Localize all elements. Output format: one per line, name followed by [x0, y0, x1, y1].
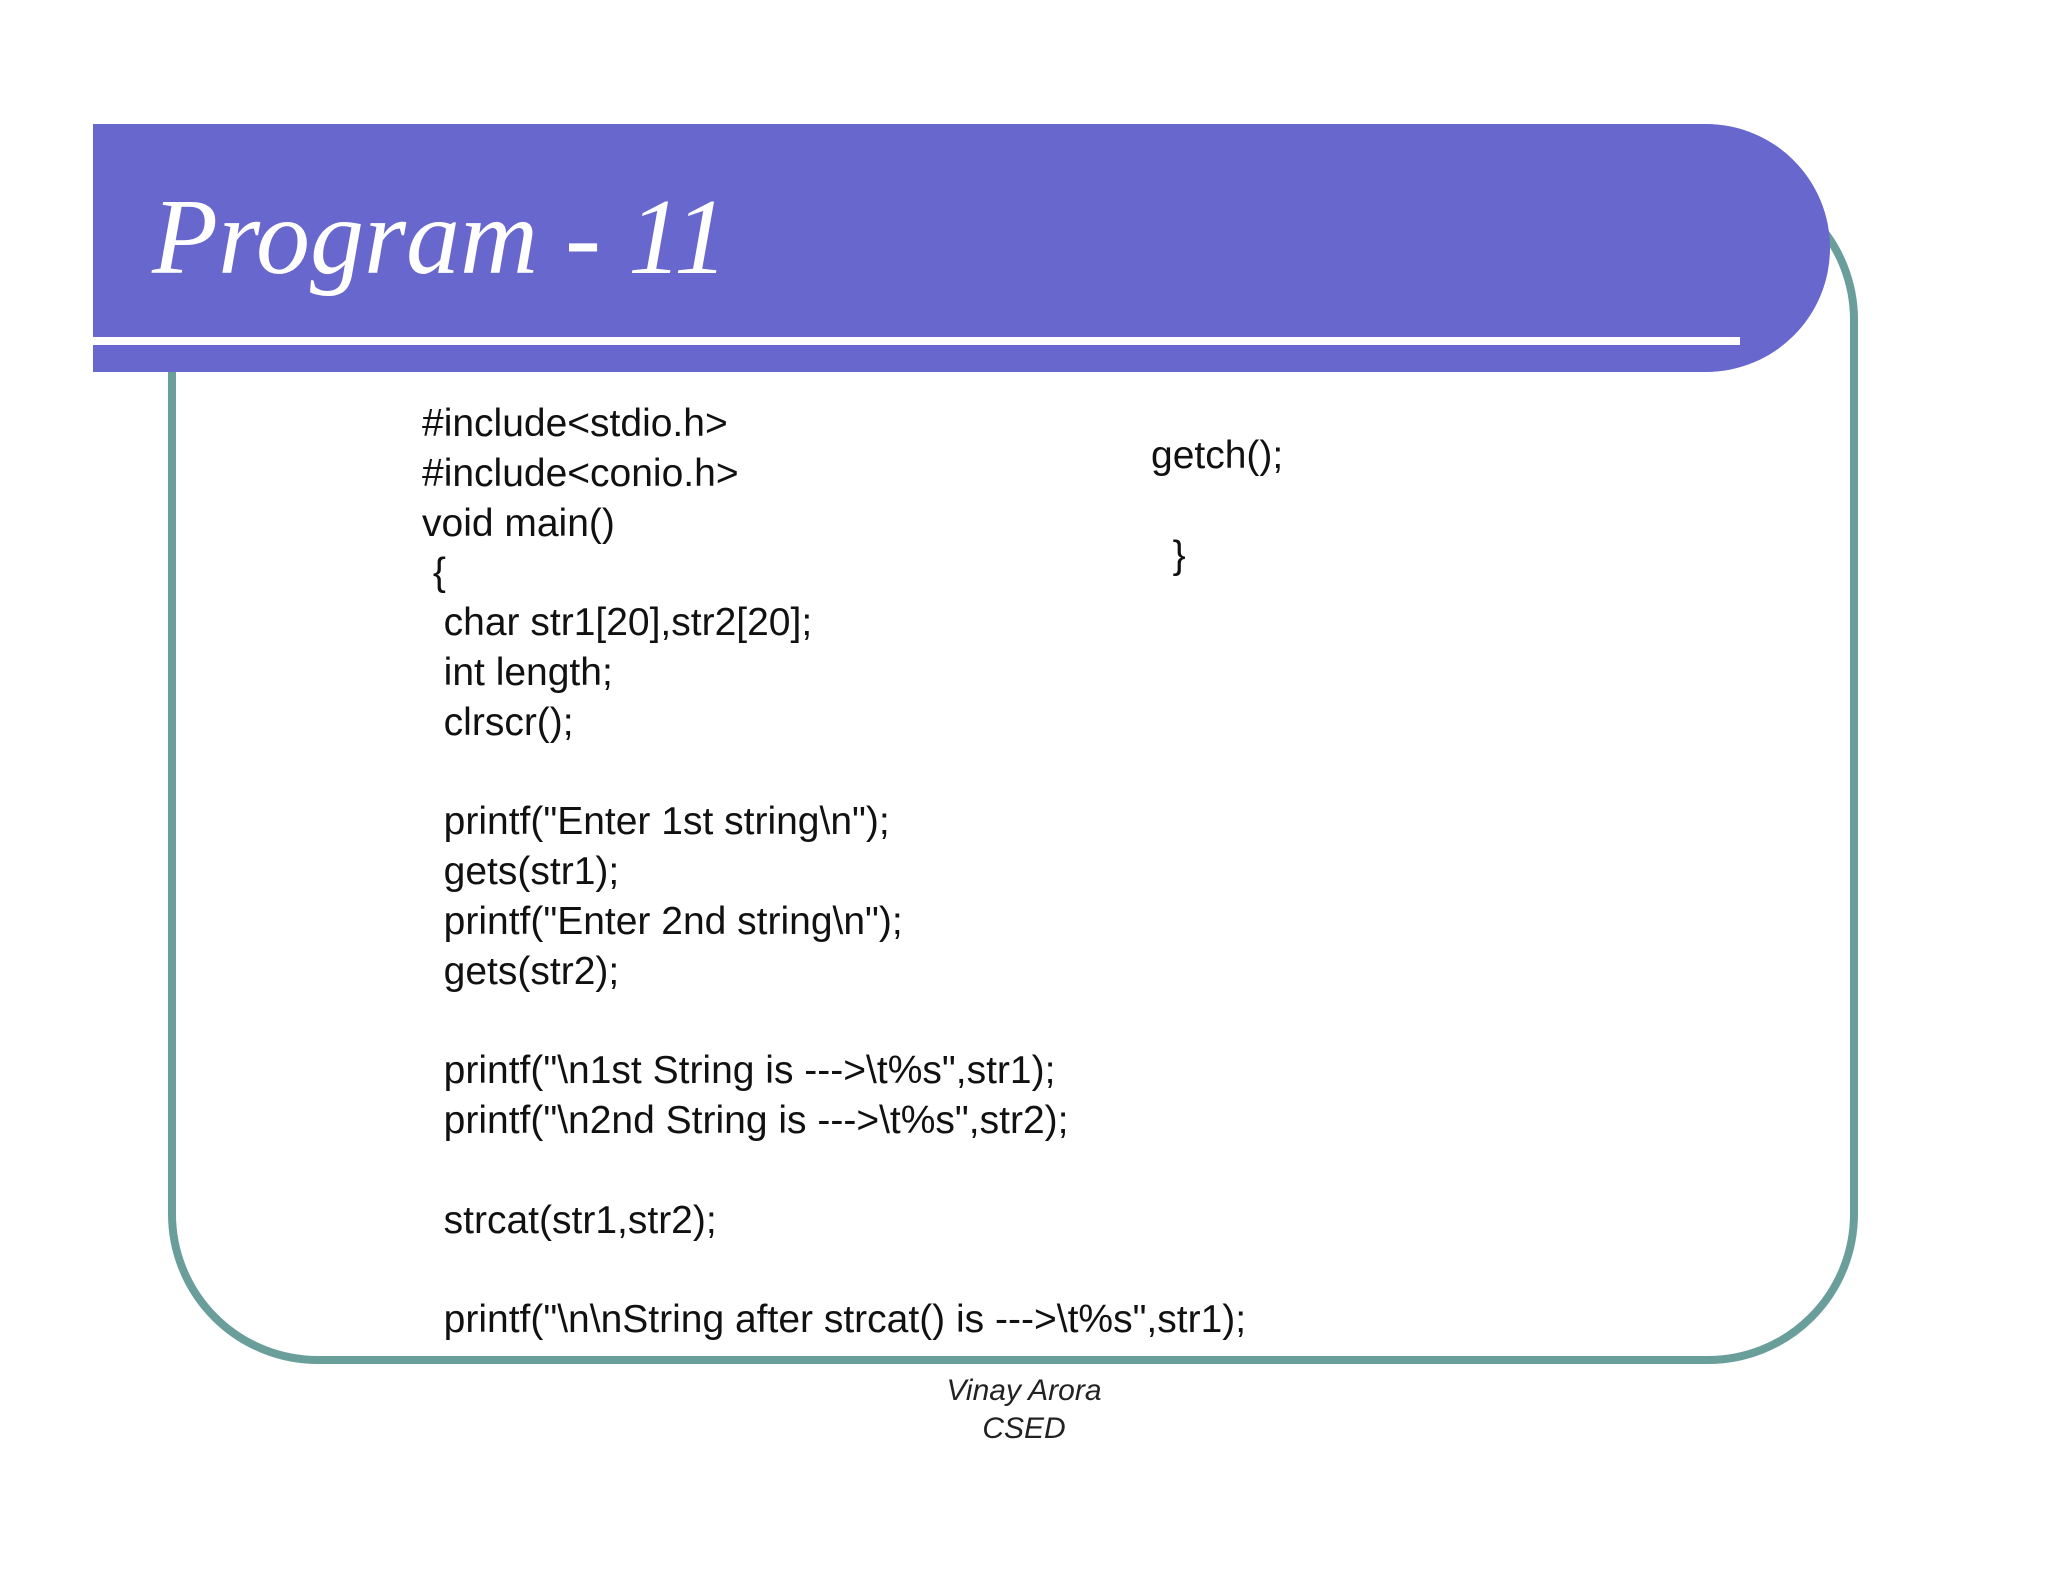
- code-line: [422, 1146, 1246, 1196]
- code-line: }: [1151, 533, 1186, 577]
- code-block-left: [422, 399, 1246, 1345]
- code-line: gets(str1);: [422, 850, 620, 894]
- footer-author: Vinay Arora: [946, 1374, 1102, 1407]
- title-underline: [93, 337, 1740, 345]
- slide-title: Program - 11: [152, 178, 728, 297]
- code-line: int length;: [422, 650, 613, 694]
- slide-footer: [0, 1372, 2048, 1448]
- code-line: printf("\n\nString after strcat() is --->\t%s",str1);: [422, 1298, 1247, 1342]
- code-line: [422, 1246, 1246, 1296]
- code-line: gets(str2);: [422, 949, 620, 993]
- code-line: getch();: [1151, 434, 1284, 477]
- code-line: void main(): [422, 501, 615, 545]
- code-line: [1151, 481, 1283, 531]
- code-line: [422, 997, 1246, 1047]
- code-line: clrscr();: [422, 700, 574, 744]
- code-line: #include<stdio.h>: [422, 402, 728, 445]
- code-line: printf("\n1st String is --->\t%s",str1);: [422, 1049, 1056, 1093]
- code-line: printf("Enter 2nd string\n");: [422, 899, 903, 943]
- code-line: [422, 748, 1246, 798]
- code-line: printf("Enter 1st string\n");: [422, 800, 890, 844]
- footer-department: CSED: [982, 1412, 1066, 1445]
- code-block-right: [1151, 431, 1283, 580]
- code-line: {: [422, 551, 446, 595]
- code-line: printf("\n2nd String is --->\t%s",str2);: [422, 1099, 1069, 1143]
- code-line: #include<conio.h>: [422, 451, 739, 495]
- code-line: char str1[20],str2[20];: [422, 601, 813, 645]
- code-line: strcat(str1,str2);: [422, 1198, 717, 1242]
